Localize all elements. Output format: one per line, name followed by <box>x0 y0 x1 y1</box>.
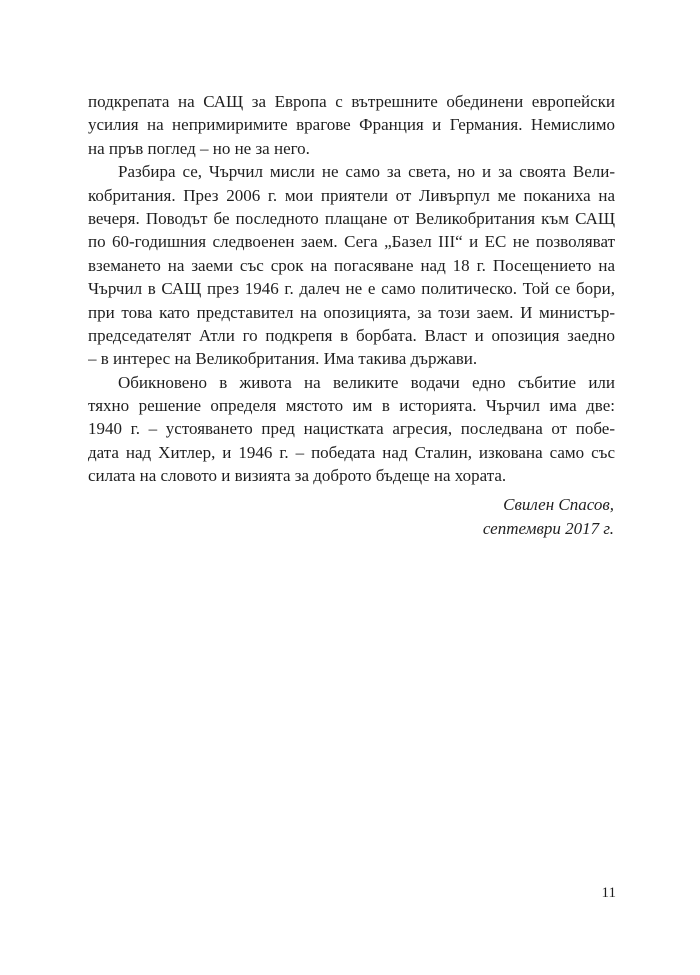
text-line: усилия на непримиримите врагове Франция и Германия. Немислимо <box>88 115 615 135</box>
paragraph-3 <box>88 371 615 488</box>
body-text <box>88 90 615 488</box>
text-line: подкрепата на САЩ за Европа с вътрешните обединени европейски <box>88 92 615 111</box>
text-line: вземането на заеми със срок на погасяване над 18 г. Посещението на <box>88 255 615 275</box>
text-line: председателят Атли го подкрепя в борбата. Власт и опозиция заедно <box>88 325 615 345</box>
text-line: 1940 г. – устояването пред нацистката агресия, последвана от побе- <box>88 419 615 439</box>
paragraph-1 <box>88 90 615 160</box>
text-line: – в интерес на Великобритания. Има такива държави. <box>88 349 478 369</box>
text-line: кобритания. През 2006 г. мои приятели от Ливърпул ме поканиха на <box>88 185 615 205</box>
signature-date: септември 2017 г. <box>482 518 614 538</box>
text-line: тяхно решение определя мястото им в историята. Чърчил има две: <box>88 396 615 416</box>
text-line: Чърчил в САЩ през 1946 г. далеч не е само политическо. Той се бори, <box>88 279 615 299</box>
text-line: при това като представител на опозицията, за този заем. И министър- <box>88 302 615 322</box>
text-line: дата над Хитлер, и 1946 г. – победата над Сталин, изкована само със <box>88 442 615 462</box>
text-line: силата на словото и визията за доброто бъдеще на хората. <box>88 466 507 486</box>
page-number: 11 <box>601 885 616 901</box>
text-line: Обикновено в живота на великите водачи едно събитие или <box>118 372 615 392</box>
paragraph-2 <box>88 160 615 371</box>
text-line: по 60-годишния следвоенен заем. Сега „Базел III“ и ЕС не позволяват <box>88 232 615 252</box>
text-line: вечеря. Поводът бе последното плащане от Великобритания към САЩ <box>88 208 615 228</box>
signature-block <box>314 493 614 540</box>
text-line: на пръв поглед – но не за него. <box>88 138 310 158</box>
author-name: Свилен Спасов, <box>503 495 614 514</box>
text-line: Разбира се, Чърчил мисли не само за света, но и за своята Вели- <box>118 162 615 182</box>
